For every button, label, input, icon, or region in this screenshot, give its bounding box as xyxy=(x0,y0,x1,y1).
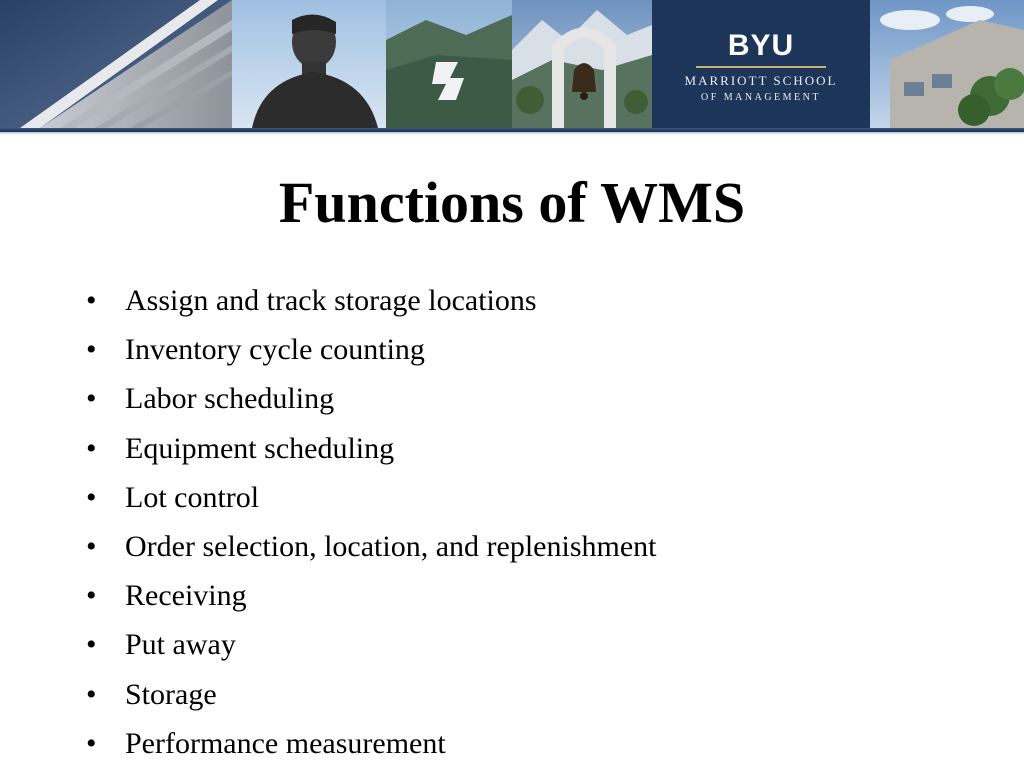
bullet-text: Put away xyxy=(125,628,236,662)
bullet-icon: • xyxy=(86,333,97,367)
bullet-icon: • xyxy=(86,529,97,563)
bullet-icon: • xyxy=(86,628,97,662)
bullet-text: Equipment scheduling xyxy=(125,431,395,465)
bullet-text: Order selection, location, and replenishment xyxy=(125,529,657,563)
logo-school-name: MARRIOTT SCHOOL xyxy=(684,73,838,88)
mountain-y-photo xyxy=(386,0,512,128)
list-item xyxy=(0,522,1024,571)
slide-title: Functions of WMS xyxy=(278,170,746,235)
header-banner xyxy=(0,0,1024,128)
bullet-text: Receiving xyxy=(125,579,247,613)
banner-shadow xyxy=(0,132,1024,135)
statue-photo xyxy=(232,0,386,128)
building-photo-right xyxy=(870,0,1024,128)
list-item xyxy=(0,325,1024,374)
list-item xyxy=(0,473,1024,522)
byu-logo xyxy=(652,0,870,128)
bullet-icon: • xyxy=(86,431,97,465)
bullet-icon: • xyxy=(86,480,97,514)
list-item xyxy=(0,424,1024,473)
bullet-list xyxy=(0,276,1024,768)
bullet-text: Performance measurement xyxy=(125,726,446,760)
bullet-text: Assign and track storage locations xyxy=(125,284,537,317)
bullet-text: Inventory cycle counting xyxy=(125,333,425,367)
logo-divider xyxy=(696,66,826,68)
list-item xyxy=(0,374,1024,423)
building-photo-left xyxy=(0,0,232,128)
logo-school-subtitle: OF MANAGEMENT xyxy=(701,92,821,103)
bullet-icon: • xyxy=(86,382,97,416)
bullet-text: Labor scheduling xyxy=(125,382,335,416)
list-item xyxy=(0,571,1024,620)
bullet-text: Storage xyxy=(125,677,217,711)
bullet-icon: • xyxy=(86,677,97,711)
bullet-icon: • xyxy=(86,726,97,760)
bell-tower-photo xyxy=(512,0,652,128)
logo-wordmark: BYU xyxy=(727,29,795,62)
list-item xyxy=(0,276,1024,325)
bullet-text: Lot control xyxy=(125,480,260,514)
list-item xyxy=(0,620,1024,669)
bullet-icon: • xyxy=(86,284,97,317)
bullet-icon: • xyxy=(86,579,97,613)
list-item xyxy=(0,719,1024,768)
list-item xyxy=(0,670,1024,719)
